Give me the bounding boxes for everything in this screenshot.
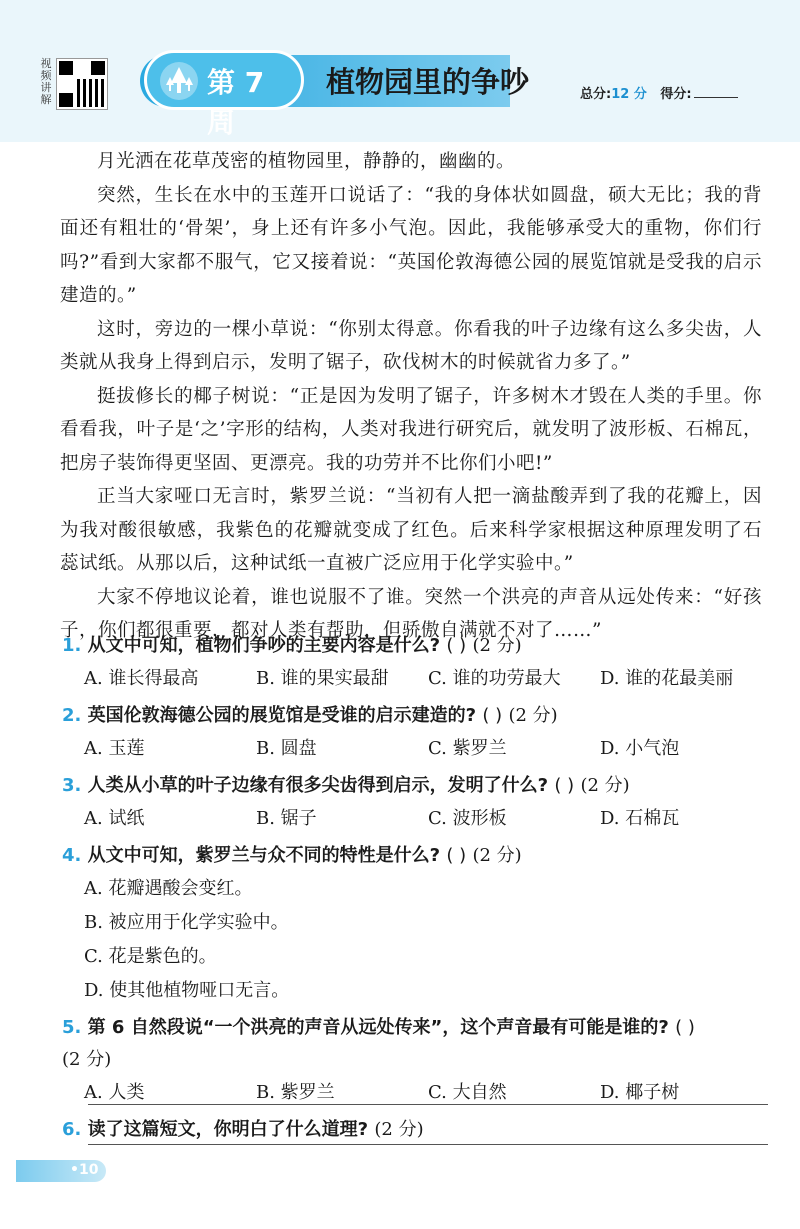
paragraph: 突然，生长在水中的玉莲开口说话了：“我的身体状如圆盘，硕大无比；我的背面还有粗壮的‘骨架’，身上还有许多小气泡。因此，我能够承受大的重物，你们行吗?”看到大家都不服气，它又接着说：“英国伦敦海德公园的展览馆就是受我的启示建造的。”	[60, 184, 762, 306]
question-points: (2 分)	[508, 705, 558, 726]
option[interactable]: B. 圆盘	[256, 738, 317, 759]
question-number: 4.	[62, 845, 82, 866]
option[interactable]: C. 大自然	[428, 1082, 507, 1103]
qr-label: 视频讲解	[40, 57, 52, 106]
question-text: 英国伦敦海德公园的展览馆是受谁的启示建造的?	[87, 705, 477, 726]
question-number: 6.	[62, 1119, 82, 1140]
paragraph: 这时，旁边的一棵小草说：“你别太得意。你看我的叶子边缘有这么多尖齿，人类就从我身上得到启示，发明了锯子，砍伐树木的时候就省力多了。”	[60, 318, 762, 373]
answer-blank[interactable]: ( )	[446, 845, 467, 866]
question-points: (2 分)	[472, 635, 522, 656]
tree-icon	[159, 61, 199, 101]
question-number: 5.	[62, 1017, 82, 1038]
option[interactable]: D. 椰子树	[600, 1082, 680, 1103]
options-3	[62, 802, 772, 836]
question-text: 从文中可知，植物们争吵的主要内容是什么?	[87, 635, 441, 656]
question-3	[62, 770, 772, 802]
answer-line[interactable]	[88, 1144, 768, 1145]
option[interactable]: D. 谁的花最美丽	[600, 668, 734, 689]
question-5	[62, 1012, 772, 1076]
option[interactable]: A. 人类	[84, 1082, 145, 1103]
option[interactable]: C. 花是紫色的。	[84, 946, 217, 967]
page-header	[0, 0, 800, 142]
questions-section	[62, 630, 772, 1146]
page-number: •10	[70, 1162, 99, 1178]
answer-blank[interactable]: ( )	[482, 705, 503, 726]
score-blank[interactable]	[694, 97, 738, 98]
question-4	[62, 840, 772, 872]
option[interactable]: D. 使其他植物哑口无言。	[84, 980, 290, 1001]
question-text: 从文中可知，紫罗兰与众不同的特性是什么?	[87, 845, 441, 866]
week-badge	[144, 50, 304, 139]
total-label: 总分:	[580, 87, 612, 102]
paragraph: 挺拔修长的椰子树说：“正是因为发明了锯子，许多树木才毁在人类的手里。你看看我，叶子是‘之’字形的结构，人类对我进行研究后，就发明了波形板、石棉瓦，把房子装饰得更坚固、更漂亮。我的功劳并不比你们小吧!”	[60, 385, 762, 474]
option[interactable]: B. 紫罗兰	[256, 1082, 335, 1103]
option[interactable]: B. 谁的果实最甜	[256, 668, 389, 689]
option[interactable]: C. 紫罗兰	[428, 738, 507, 759]
answer-blank[interactable]: ( )	[446, 635, 467, 656]
question-text: 第 6 自然段说“一个洪亮的声音从远处传来”，这个声音最有可能是谁的?	[87, 1017, 669, 1038]
lesson-title: 植物园里的争吵	[326, 65, 530, 99]
question-number: 3.	[62, 775, 82, 796]
paragraph: 月光洒在花草茂密的植物园里，静静的，幽幽的。	[97, 151, 516, 172]
option[interactable]: A. 花瓣遇酸会变红。	[84, 878, 253, 899]
option[interactable]: B. 锯子	[256, 808, 317, 829]
paragraph: 大家不停地议论着，谁也说服不了谁。突然一个洪亮的声音从远处传来：“好孩子，你们都很重要，都对人类有帮助，但骄傲自满就不对了……”	[60, 586, 762, 641]
question-points: (2 分)	[580, 775, 630, 796]
question-1	[62, 630, 772, 662]
option[interactable]: D. 小气泡	[600, 738, 680, 759]
option[interactable]: C. 谁的功劳最大	[428, 668, 561, 689]
option[interactable]: A. 玉莲	[84, 738, 145, 759]
option[interactable]: D. 石棉瓦	[600, 808, 680, 829]
qr-code-icon[interactable]	[56, 58, 108, 110]
question-number: 1.	[62, 635, 82, 656]
question-text: 人类从小草的叶子边缘有很多尖齿得到启示，发明了什么?	[87, 775, 549, 796]
question-points: (2 分)	[374, 1119, 424, 1140]
question-2	[62, 700, 772, 732]
score-area	[580, 83, 738, 102]
question-number: 2.	[62, 705, 82, 726]
reading-passage	[60, 145, 762, 648]
options-1	[62, 662, 772, 696]
options-4	[62, 872, 772, 1008]
question-text: 读了这篇短文，你明白了什么道理?	[87, 1119, 369, 1140]
option[interactable]: A. 试纸	[84, 808, 145, 829]
option[interactable]: C. 波形板	[428, 808, 507, 829]
score-label: 得分:	[660, 87, 692, 102]
answer-blank[interactable]: ( )	[554, 775, 575, 796]
answer-line[interactable]	[88, 1104, 768, 1105]
page-number-tab	[16, 1160, 106, 1182]
total-value: 12 分	[611, 87, 647, 102]
option[interactable]: B. 被应用于化学实验中。	[84, 912, 289, 933]
question-6	[62, 1114, 772, 1146]
answer-blank[interactable]: ( )	[675, 1017, 695, 1038]
question-points: (2 分)	[472, 845, 522, 866]
option[interactable]: A. 谁长得最高	[84, 668, 199, 689]
paragraph: 正当大家哑口无言时，紫罗兰说：“当初有人把一滴盐酸弄到了我的花瓣上，因为我对酸很敏感，我紫色的花瓣就变成了红色。后来科学家根据这种原理发明了石蕊试纸。从那以后，这种试纸一直被广泛应用于化学实验中。”	[60, 486, 762, 574]
question-points: (2 分)	[62, 1049, 112, 1070]
week-label: 第 7 周	[207, 66, 265, 139]
video-qr-block[interactable]	[38, 58, 128, 108]
options-2	[62, 732, 772, 766]
